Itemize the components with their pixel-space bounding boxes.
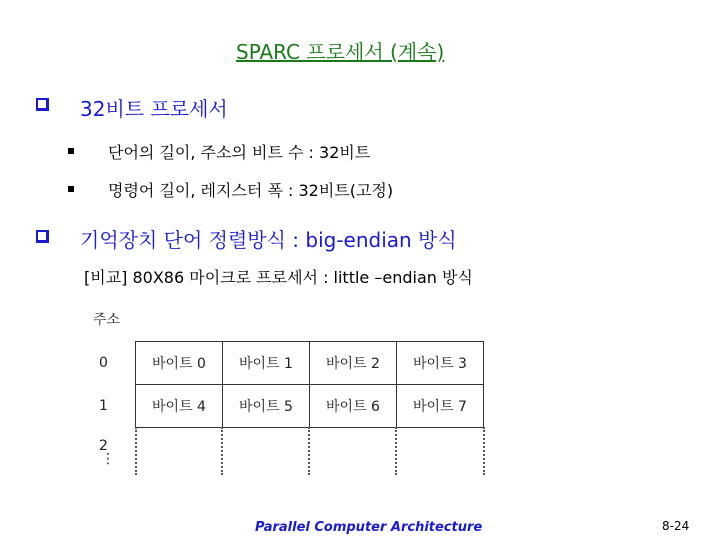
column-continuation: [135, 427, 137, 475]
square-bullet-icon: [68, 186, 74, 192]
column-continuation: [308, 427, 310, 475]
byte-cell: 바이트 0: [136, 342, 223, 385]
byte-cell: 바이트 5: [223, 385, 310, 428]
column-continuation: [221, 427, 223, 475]
slide-title: SPARC 프로세서 (계속): [236, 40, 445, 64]
byte-cell: 바이트 2: [310, 342, 397, 385]
byte-cell: 바이트 3: [397, 342, 484, 385]
page-number: 8-24: [662, 519, 690, 533]
bullet-text: 단어의 길이, 주소의 비트 수 : 32비트: [108, 143, 371, 162]
byte-cell: 바이트 4: [136, 385, 223, 428]
column-continuation: [483, 427, 485, 475]
table-row: [136, 342, 484, 385]
checkbox-bullet-icon: [36, 230, 49, 243]
address-ellipsis: ⋮: [101, 451, 115, 467]
byte-cell: 바이트 1: [223, 342, 310, 385]
square-bullet-icon: [68, 148, 74, 154]
footer-course-title: Parallel Computer Architecture: [255, 520, 483, 535]
address-0: 0: [99, 355, 108, 371]
bullet-text: 명령어 길이, 레지스터 폭 : 32비트(고정): [108, 181, 394, 200]
address-2: 2: [99, 438, 108, 454]
address-label: 주소: [93, 312, 121, 328]
checkbox-bullet-icon: [36, 98, 49, 111]
byte-cell: 바이트 7: [397, 385, 484, 428]
comparison-note: [비교] 80X86 마이크로 프로세서 : little –endian 방식: [84, 268, 473, 287]
byte-cell: 바이트 6: [310, 385, 397, 428]
section-heading: 32비트 프로세서: [80, 97, 228, 121]
table-row: [136, 385, 484, 428]
address-1: 1: [99, 398, 108, 414]
section-heading: 기억장치 단어 정렬방식 : big-endian 방식: [80, 228, 457, 252]
memory-byte-table: [135, 341, 484, 428]
column-continuation: [395, 427, 397, 475]
